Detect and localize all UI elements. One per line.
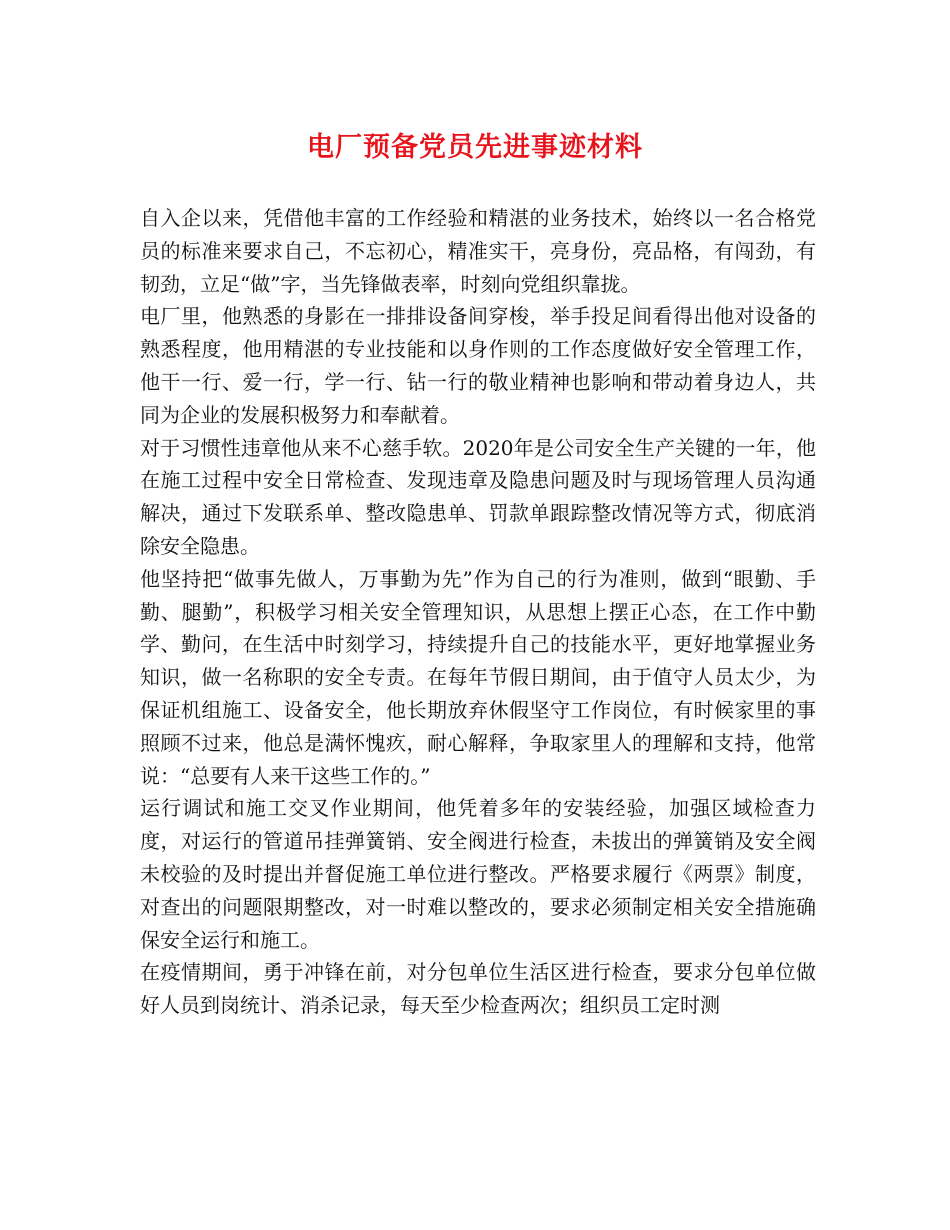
document-body bbox=[140, 202, 816, 1022]
paragraph-4: 他坚持把“做事先做人，万事勤为先”作为自己的行为准则，做到“眼勤、手勤、腿勤”，积极学习相关安全管理知识，从思想上摆正心态，在工作中勤学、勤问，在生活中时刻学习，持续提升自己的技能水平，更好地掌握业务知识，做一名称职的安全专责。在每年节假日期间，由于值守人员太少，为保证机组施工、设备安全，他长期放弃休假坚守工作岗位，有时候家里的事照顾不过来，他总是满怀愧疚，耐心解释，争取家里人的理解和支持，他常说：“总要有人来干这些工作的。” bbox=[140, 566, 816, 788]
paragraph-5: 运行调试和施工交叉作业期间，他凭着多年的安装经验，加强区域检查力度，对运行的管道吊挂弹簧销、安全阀进行检查，未拔出的弹簧销及安全阀未校验的及时提出并督促施工单位进行整改。严格要求履行《两票》制度，对查出的问题限期整改，对一时难以整改的，要求必须制定相关安全措施确保安全运行和施工。 bbox=[140, 796, 816, 952]
paragraph-1: 自入企以来，凭借他丰富的工作经验和精湛的业务技术，始终以一名合格党员的标准来要求自己，不忘初心，精准实干，亮身份，亮品格，有闯劲，有韧劲，立足“做”字，当先锋做表率，时刻向党组织靠拢。 bbox=[140, 206, 816, 296]
paragraph-2: 电厂里，他熟悉的身影在一排排设备间穿梭，举手投足间看得出他对设备的熟悉程度，他用精湛的专业技能和以身作则的工作态度做好安全管理工作，他干一行、爱一行，学一行、钻一行的敬业精神也影响和带动着身边人，共同为企业的发展积极努力和奉献着。 bbox=[140, 304, 816, 427]
page-title: 电厂预备党员先进事迹材料 bbox=[307, 132, 643, 163]
paragraph-6: 在疫情期间，勇于冲锋在前，对分包单位生活区进行检查，要求分包单位做好人员到岗统计、消杀记录，每天至少检查两次；组织员工定时测 bbox=[140, 960, 816, 1018]
paragraph-3: 对于习惯性违章他从来不心慈手软。2020年是公司安全生产关键的一年，他在施工过程中安全日常检查、发现违章及隐患问题及时与现场管理人员沟通解决，通过下发联系单、整改隐患单、罚款单跟踪整改情况等方式，彻底消除安全隐患。 bbox=[140, 435, 816, 558]
